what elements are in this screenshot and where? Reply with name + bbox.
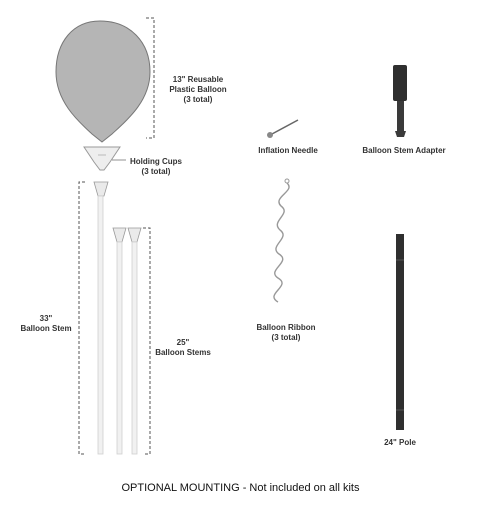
stems25-bracket	[143, 228, 150, 454]
label-stem-adapter: Balloon Stem Adapter	[362, 146, 446, 155]
stem-25-b	[128, 228, 141, 454]
label-stem-33: 33" Balloon Stem	[20, 314, 72, 333]
inflation-needle	[267, 120, 298, 138]
balloon-ribbon	[274, 183, 289, 302]
label-balloon: 13" Reusable Plastic Balloon (3 total)	[169, 75, 227, 104]
footer-caption: OPTIONAL MOUNTING - Not included on all kits	[121, 482, 360, 494]
label-holding-cups: Holding Cups (3 total)	[130, 157, 182, 176]
holding-cup	[84, 147, 120, 170]
stem-25-a	[113, 228, 126, 454]
label-stems-25: 25" Balloon Stems	[155, 338, 211, 357]
label-pole: 24" Pole	[384, 438, 416, 447]
balloon-shape	[56, 21, 150, 142]
stem-33	[94, 182, 108, 454]
label-inflation-needle: Inflation Needle	[258, 146, 318, 155]
pole-24	[396, 234, 404, 430]
stem-adapter	[393, 65, 407, 137]
stem33-bracket	[79, 182, 85, 454]
label-balloon-ribbon: Balloon Ribbon (3 total)	[256, 323, 316, 342]
